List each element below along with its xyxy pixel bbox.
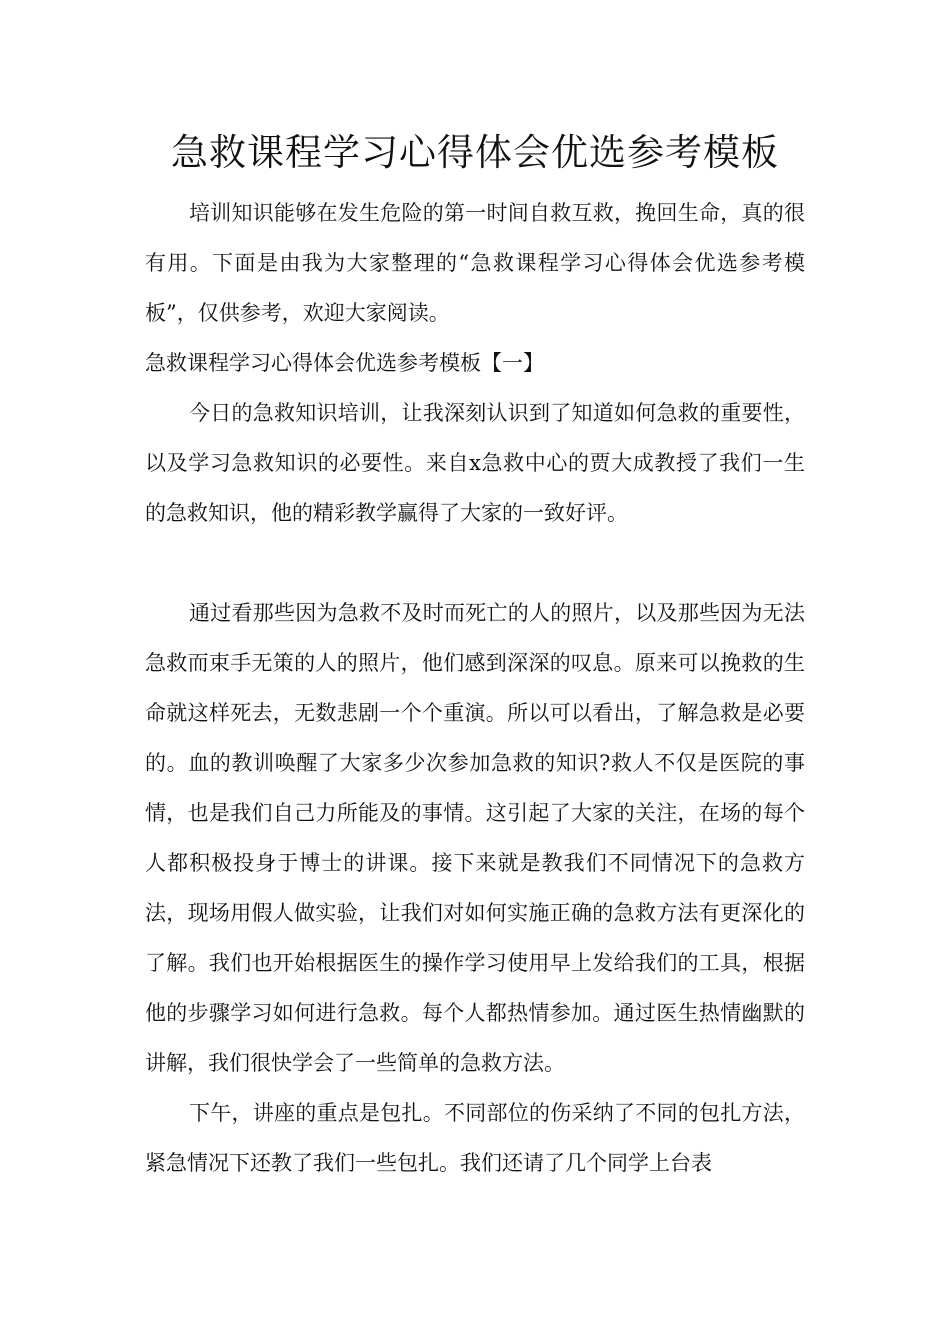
body-paragraph-2: 通过看那些因为急救不及时而死亡的人的照片，以及那些因为无法急救而束手无策的人的照片，他们感到深深的叹息。原来可以挽救的生命就这样死去，无数悲剧一个个重演。所以可以看出，了解急救是必要的。血的教训唤醒了大家多少次参加急救的知识?救人不仅是医院的事情，也是我们自己力所能及的事情。这引起了大家的关注，在场的每个人都积极投身于博士的讲课。接下来就是教我们不同情况下的急救方法，现场用假人做实验，让我们对如何实施正确的急救方法有更深化的了解。我们也开始根据医生的操作学习使用早上发给我们的工具，根据他的步骤学习如何进行急救。每个人都热情参加。通过医生热情幽默的讲解，我们很快学会了一些简单的急救方法。 [145, 601, 805, 1075]
intro-paragraph: 培训知识能够在发生危险的第一时间自救互救，挽回生命，真的很有用。下面是由我为大家整理的“急救课程学习心得体会优选参考模板”，仅供参考，欢迎大家阅读。 [145, 201, 805, 325]
body-paragraph-1: 今日的急救知识培训，让我深刻认识到了知道如何急救的重要性，以及学习急救知识的必要性。来自x急救中心的贾大成教授了我们一生的急救知识，他的精彩教学赢得了大家的一致好评。 [145, 401, 805, 525]
section-heading: 急救课程学习心得体会优选参考模板【一】 [145, 351, 544, 375]
body-paragraph-3: 下午，讲座的重点是包扎。不同部位的伤采纳了不同的包扎方法，紧急情况下还教了我们一些包扎。我们还请了几个同学上台表 [145, 1101, 805, 1175]
document-page [145, 118, 805, 1188]
document-title: 急救课程学习心得体会优选参考模板 [171, 131, 779, 174]
paragraph-spacer [145, 538, 805, 588]
